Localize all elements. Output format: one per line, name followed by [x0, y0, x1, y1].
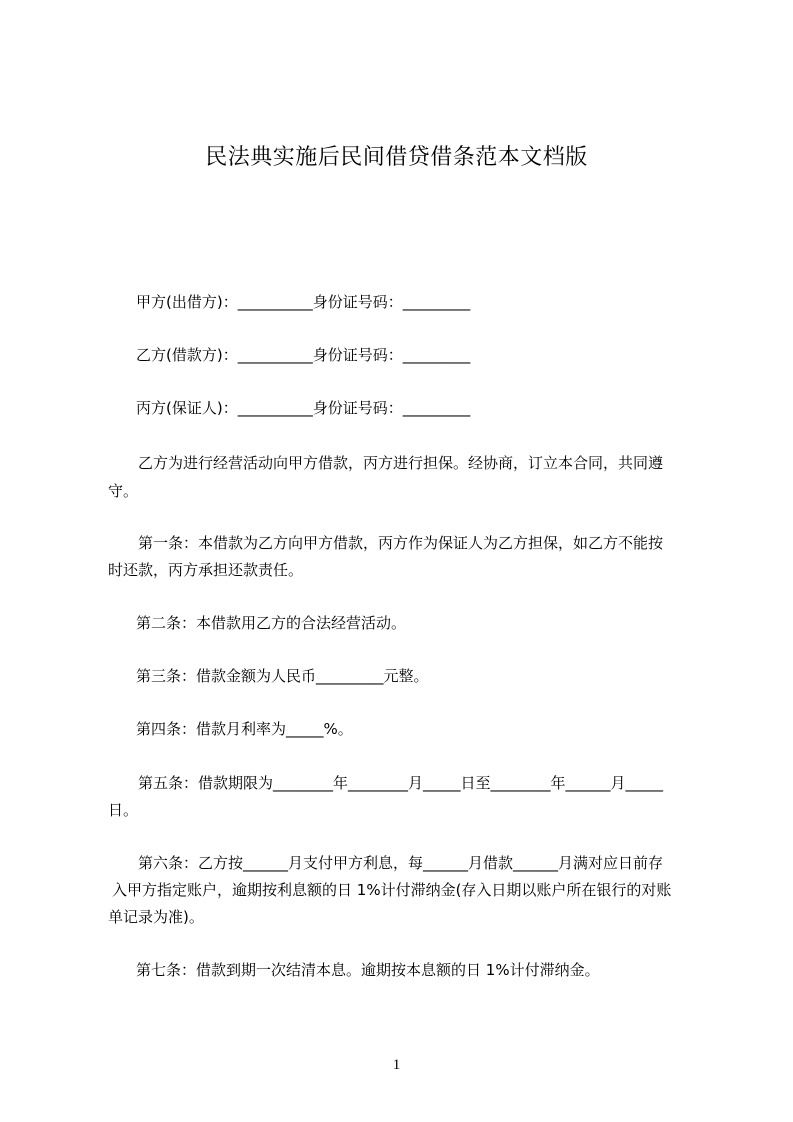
- preamble-line-1: 乙方为进行经营活动向甲方借款，丙方进行担保。经协商，订立本合同，共同遵: [138, 454, 664, 472]
- article-6-line-3: 单记录为准)。: [108, 908, 204, 926]
- party-b-line: 乙方(借款方)：__________身份证号码：_________: [136, 346, 471, 364]
- article-6-line-1: 第六条：乙方按______月支付甲方利息，每______月借款______月满对应日前存: [138, 854, 664, 872]
- preamble-line-2: 守。: [108, 482, 139, 500]
- article-7-line: 第七条：借款到期一次结清本息。逾期按本息额的日 1%计付滞纳金。: [136, 961, 600, 979]
- page-number: 1: [392, 1057, 401, 1073]
- article-5-line-1: 第五条：借款期限为________年________月_____日至________年______月_____: [138, 774, 664, 792]
- party-a-line: 甲方(出借方)：__________身份证号码：_________: [136, 293, 471, 311]
- article-6-line-2: 入甲方指定账户，逾期按利息额的日 1%计付滞纳金(存入日期以账户所在银行的对账: [112, 881, 672, 899]
- article-3-line: 第三条：借款金额为人民币_________元整。: [136, 667, 429, 685]
- party-c-line: 丙方(保证人)：__________身份证号码：_________: [136, 399, 471, 417]
- article-5-line-2: 日。: [108, 801, 139, 819]
- article-2-line: 第二条：本借款用乙方的合法经营活动。: [136, 614, 407, 632]
- article-1-line-1: 第一条：本借款为乙方向甲方借款，丙方作为保证人为乙方担保，如乙方不能按: [138, 534, 664, 552]
- document-title: 民法典实施后民间借贷借条范本文档版: [205, 145, 588, 170]
- article-1-line-2: 时还款，丙方承担还款责任。: [108, 561, 304, 579]
- article-4-line: 第四条：借款月利率为_____%。: [136, 720, 353, 738]
